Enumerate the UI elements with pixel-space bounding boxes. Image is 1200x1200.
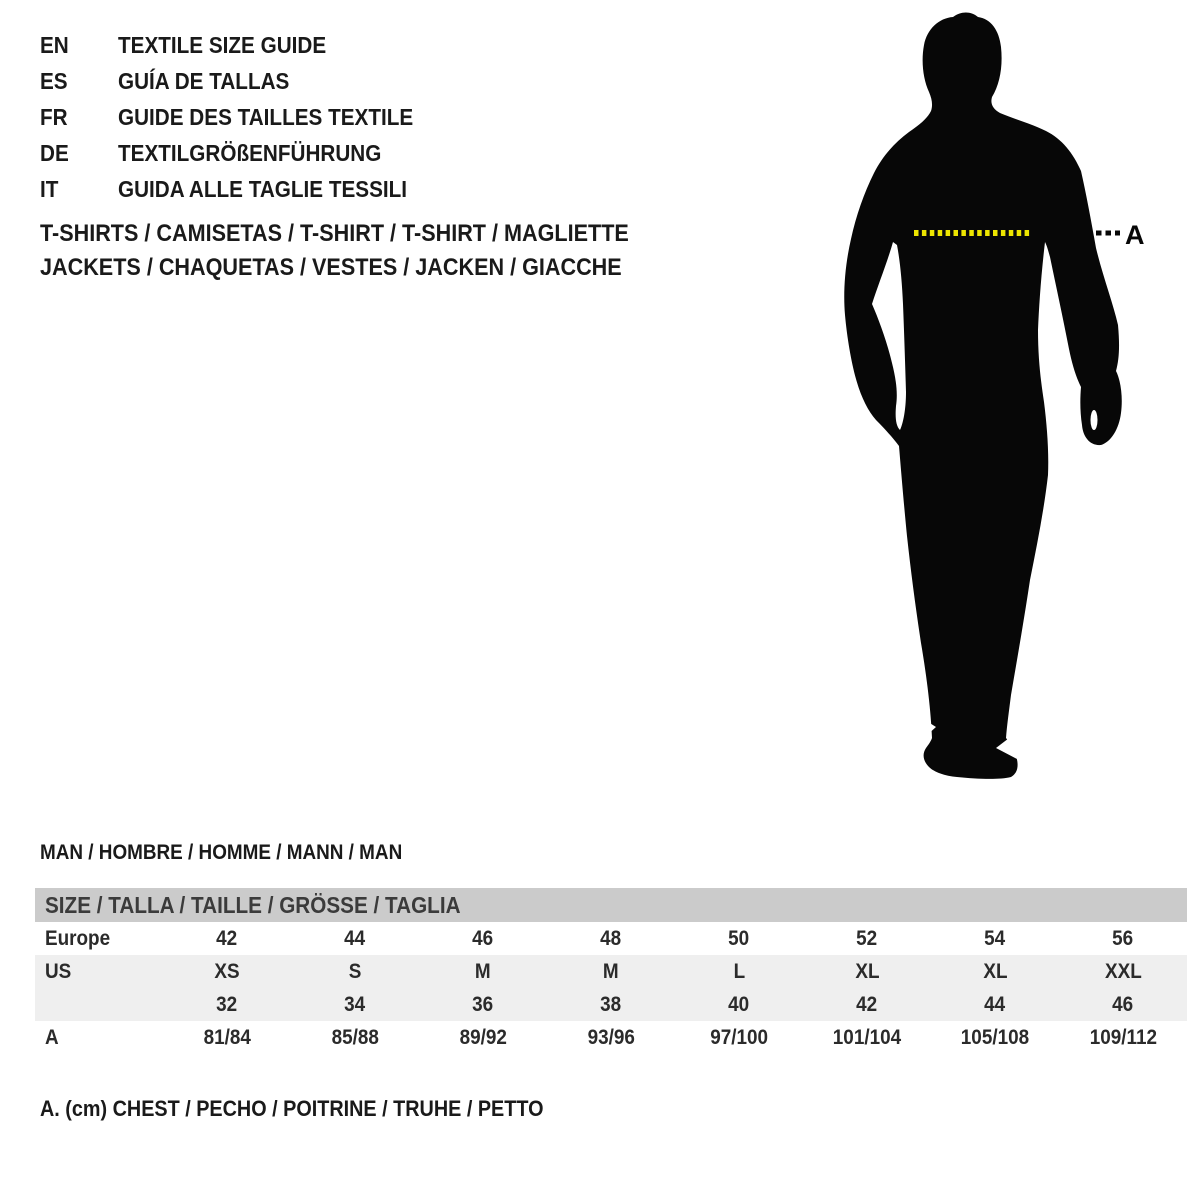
row-label: Europe xyxy=(45,927,111,950)
size-value: 50 xyxy=(728,927,750,950)
size-value: XS xyxy=(214,960,240,983)
size-value: 93/96 xyxy=(587,1026,635,1049)
table-row-us xyxy=(35,955,1187,988)
row-label: A xyxy=(45,1026,59,1049)
table-row-chest xyxy=(35,1021,1187,1054)
language-row-en xyxy=(40,27,446,63)
language-row-it xyxy=(40,171,446,207)
language-code: FR xyxy=(40,104,68,130)
language-code: IT xyxy=(40,176,59,202)
size-value: 40 xyxy=(728,993,750,1016)
size-value: 38 xyxy=(600,993,622,1016)
size-value: 81/84 xyxy=(203,1026,251,1049)
size-value: 54 xyxy=(984,927,1006,950)
size-value: 85/88 xyxy=(331,1026,379,1049)
size-value: 42 xyxy=(216,927,238,950)
size-value: 44 xyxy=(984,993,1006,1016)
section-title-man: MAN / HOMBRE / HOMME / MANN / MAN xyxy=(40,841,403,864)
size-value: L xyxy=(733,960,745,983)
size-value: 109/112 xyxy=(1089,1026,1157,1049)
size-value: M xyxy=(603,960,619,983)
size-value: 97/100 xyxy=(710,1026,768,1049)
table-row-numeric xyxy=(35,988,1187,1021)
size-value: 46 xyxy=(1112,993,1134,1016)
size-value: S xyxy=(348,960,362,983)
language-title: TEXTILGRÖßENFÜHRUNG xyxy=(118,140,382,166)
size-value: 56 xyxy=(1112,927,1134,950)
size-value: 105/108 xyxy=(960,1026,1030,1049)
product-type-lines xyxy=(40,217,694,285)
table-row-europe xyxy=(35,922,1187,955)
size-value: 46 xyxy=(472,927,494,950)
table-band xyxy=(35,955,1187,1021)
size-value: XXL xyxy=(1104,960,1142,983)
language-title: GUIDA ALLE TAGLIE TESSILI xyxy=(118,176,408,202)
man-silhouette-figure xyxy=(830,0,1150,800)
product-line-jackets: JACKETS / CHAQUETAS / VESTES / JACKEN / GIACCHE xyxy=(40,254,622,281)
size-value: 36 xyxy=(472,993,494,1016)
size-table-header: SIZE / TALLA / TAILLE / GRÖSSE / TAGLIA xyxy=(35,888,1187,922)
size-value: 44 xyxy=(344,927,366,950)
size-value: 89/92 xyxy=(459,1026,507,1049)
hand-thumb-gap xyxy=(1091,410,1098,430)
language-title: GUÍA DE TALLAS xyxy=(118,68,290,94)
language-title: GUIDE DES TAILLES TEXTILE xyxy=(118,104,414,130)
size-value: 101/104 xyxy=(832,1026,902,1049)
size-value: M xyxy=(475,960,491,983)
language-row-es xyxy=(40,63,446,99)
size-value: 34 xyxy=(344,993,366,1016)
size-value: 42 xyxy=(856,993,878,1016)
size-value: 52 xyxy=(856,927,878,950)
man-silhouette xyxy=(830,0,1150,800)
language-code: ES xyxy=(40,68,68,94)
measurement-footnote: A. (cm) CHEST / PECHO / POITRINE / TRUHE / PETTO xyxy=(40,1096,544,1121)
language-row-de xyxy=(40,135,446,171)
size-value: 32 xyxy=(216,993,238,1016)
language-code: EN xyxy=(40,32,69,58)
language-list xyxy=(40,27,446,207)
size-table xyxy=(35,888,1187,1054)
language-title: TEXTILE SIZE GUIDE xyxy=(118,32,327,58)
language-row-fr xyxy=(40,99,446,135)
size-value: XL xyxy=(854,960,880,983)
product-line-tshirts: T-SHIRTS / CAMISETAS / T-SHIRT / T-SHIRT / MAGLIETTE xyxy=(40,220,629,247)
language-code: DE xyxy=(40,140,69,166)
silhouette-body xyxy=(844,13,1122,779)
row-label: US xyxy=(45,960,72,983)
size-value: XL xyxy=(982,960,1008,983)
measure-label-a: A xyxy=(1125,220,1145,250)
size-value: 48 xyxy=(600,927,622,950)
